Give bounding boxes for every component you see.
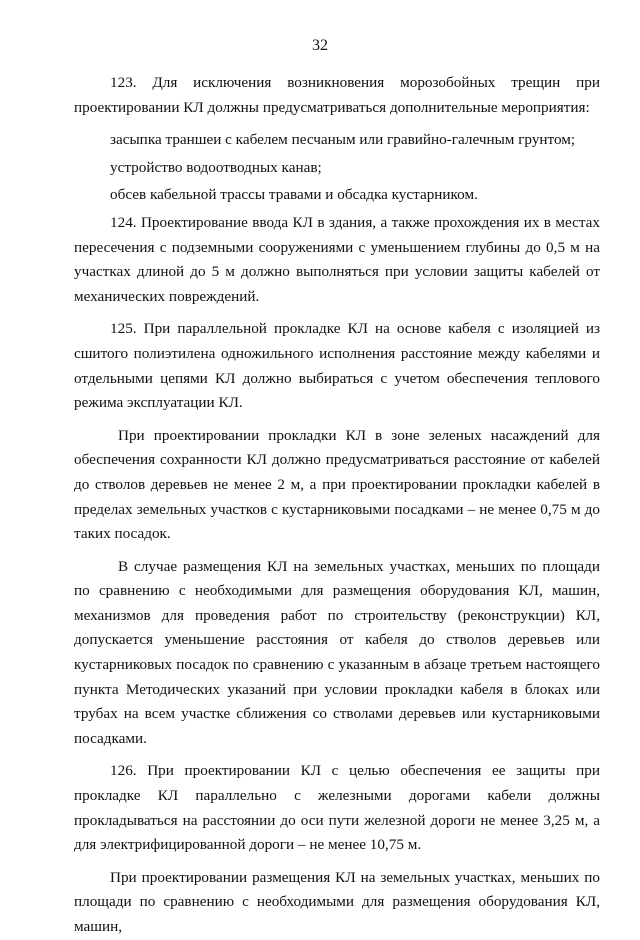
list-item-planting: обсев кабельной трассы травами и обсадка кустарником. <box>110 186 478 204</box>
paragraph-123: 123. Для исключения возникновения морозобойных трещин при проектировании КЛ должны предусматриваться дополнительные мероприятия: <box>74 74 600 116</box>
paragraph-green-zone: При проектировании прокладки КЛ в зоне зеленых насаждений для обеспечения сохранности КЛ должно предусматриваться расстояние от кабелей до стволов деревьев не менее 2 м, а при проектировании прокладки кабелей в пределах земельных участков с кустарниковыми посадками – не менее 0,75 м до таких посадок. <box>74 426 600 543</box>
document-body <box>74 71 600 940</box>
paragraph-small-plots: В случае размещения КЛ на земельных участках, меньших по площади по сравнению с необходимыми для размещения оборудования КЛ, машин, механизмов для проведения работ по строительству (реконструкции) КЛ, допускается уменьшение расстояния от кабеля до стволов деревьев или кустарниковых посадок по сравнению с указанным в абзаце третьем настоящего пункта Методических указаний при условии прокладки кабеля в блоках или трубах на всем участке сближения со стволами деревьев или кустарниковыми посадками. <box>74 557 600 747</box>
page-number: 32 <box>312 37 328 54</box>
paragraph-124: 124. Проектирование ввода КЛ в здания, а также прохождения их в местах пересечения с подземными сооружениями с уменьшением глубины до 0,5 м на участках длиной до 5 м должно выполняться при условии защиты кабелей от механических повреждений. <box>74 213 600 305</box>
paragraph-125: 125. При параллельной прокладке КЛ на основе кабеля с изоляцией из сшитого полиэтилена одножильного исполнения расстояние между кабелями и отдельными цепями КЛ должно выбираться с учетом обеспечения теплового режима эксплуатации КЛ. <box>74 320 600 412</box>
list-item-backfill: засыпка траншеи с кабелем песчаным или гравийно-галечным грунтом; <box>110 131 576 149</box>
list-item-drainage: устройство водоотводных канав; <box>110 158 322 176</box>
paragraph-railway-small-plots: При проектировании размещения КЛ на земельных участках, меньших по площади по сравнению с необходимыми для размещения оборудования КЛ, машин, <box>74 868 600 935</box>
paragraph-126: 126. При проектировании КЛ с целью обеспечения ее защиты при прокладке КЛ параллельно с железными дорогами кабели должны прокладываться на расстоянии до оси пути железной дороги не менее 3,25 м, а для электрифицированной дороги – не менее 10,75 м. <box>74 762 600 854</box>
